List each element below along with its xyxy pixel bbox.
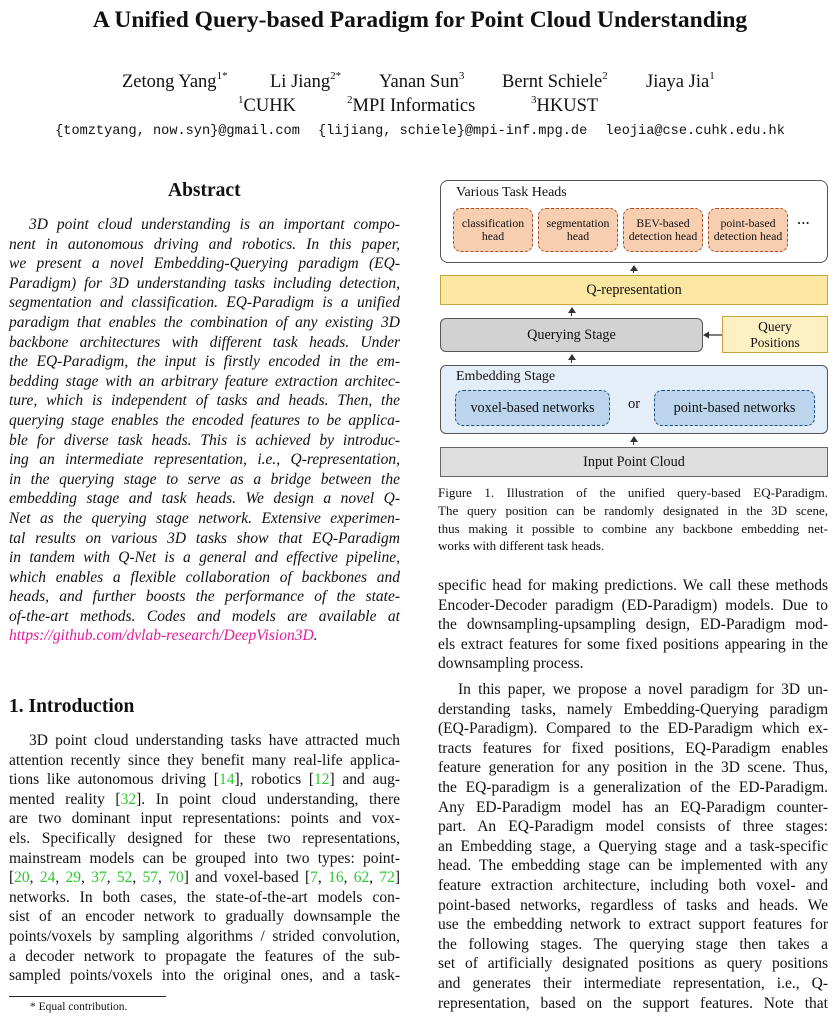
abstract-line: the EQ-Paradigm, the input is firstly encoded in the em-	[9, 353, 400, 371]
intro-line: [20, 24, 29, 37, 52, 57, 70] and voxel-based [7, 16, 62, 72]	[9, 869, 401, 887]
intro-line: sist of an encoder network to gradually downsample the	[9, 908, 400, 926]
arrow-icon	[571, 308, 572, 316]
text-line: tracts features for fixed positions, EQ-Paradigm enables	[438, 739, 828, 757]
author: Yanan Sun$^3$	[379, 70, 465, 92]
author: Bernt Schiele$^2$	[502, 70, 608, 92]
abstract-line: Paradigm) for 3D understanding tasks including detection,	[9, 274, 400, 292]
paper-title: A Unified Query-based Paradigm for Point Cloud Understanding	[92, 7, 748, 33]
querying-stage-box: Querying Stage	[440, 318, 703, 352]
text-line: (EQ-Paradigm). Compared to the ED-Paradigm which ex-	[438, 720, 828, 738]
caption-line: works with different task heads.	[438, 538, 605, 554]
text-line: an Embedding stage, a Querying stage and a task-specific	[438, 837, 828, 855]
input-point-cloud-box: Input Point Cloud	[440, 447, 828, 477]
code-link[interactable]: https://github.com/dvlab-research/DeepVision3D	[9, 627, 314, 645]
intro-line: are two dominant input representations: points and vox-	[9, 810, 400, 828]
arrow-left-icon	[703, 329, 723, 341]
segmentation-head: segmentation head	[538, 208, 618, 252]
author: Zetong Yang$^{1*}$	[122, 70, 228, 92]
text-line: feature extraction architecture, including both voxel- and	[438, 876, 828, 894]
author: Li Jiang$^{2*}$	[270, 70, 342, 92]
text-line: specific head for making predictions. We call these methods	[438, 577, 828, 594]
figure-caption	[438, 484, 828, 555]
abstract-line: nent in autonomous driving and robotics. In this paper,	[9, 235, 400, 253]
abstract-line: backbone architectures with different task heads. Under	[9, 333, 400, 351]
text-line: Any ED-Paradigm model has an EQ-Paradigm counter-	[438, 798, 828, 816]
abstract-heading: Abstract	[168, 180, 241, 201]
text-line: derstanding tasks, namely Embedding-Querying paradigm	[438, 700, 828, 718]
abstract-line: heads, and further boosts the performance of the state-	[9, 588, 400, 606]
intro-line: sampled points/voxels into the original ones, and a task-	[9, 967, 400, 985]
text-line: the EQ-paradigm is a generalization of the ED-Paradigm.	[438, 778, 828, 796]
text-line: part. An EQ-Paradigm model consists of three stages:	[438, 818, 828, 836]
or-label: or	[628, 396, 641, 412]
intro-line: els. Specifically designed for these two representations,	[9, 829, 400, 847]
text-line: and generates their intermediate representation, i.e., Q-	[438, 974, 828, 992]
affiliation: $^3$HKUST	[531, 94, 599, 116]
text-line: the following stages. The querying stage then takes a	[438, 935, 828, 953]
classification-head: classification head	[453, 208, 533, 252]
abstract-line: of-the-art methods. Codes and models are available at	[9, 607, 400, 625]
abstract-line: querying stage enables the encoded features to be applica-	[9, 411, 400, 429]
abstract-line: https://github.com/dvlab-research/DeepVision3D.	[9, 627, 318, 645]
email: leojia@cse.cuhk.edu.hk	[605, 124, 785, 139]
right-paragraph-1	[438, 576, 828, 674]
intro-body	[9, 731, 400, 986]
text-line: the downsampling-upsampling design, ED-Paradigm mod-	[438, 616, 828, 634]
task-heads-title: Various Task Heads	[456, 185, 567, 200]
point-networks-box: point-based networks	[654, 390, 815, 426]
section-heading-introduction: 1. Introduction	[9, 696, 135, 717]
intro-line: mented reality [32]. In point cloud understanding, there	[9, 790, 400, 808]
footnote: * Equal contribution.	[30, 1001, 128, 1013]
text-line: feature generation for any position in the 3D scene. Thus,	[438, 759, 828, 777]
text-line: point-based networks, regardless of tasks and heads. We	[438, 896, 828, 914]
intro-line: 3D point cloud understanding tasks have attracted much	[29, 732, 400, 749]
text-line: head. The embedding stage can be implemented with any	[438, 857, 828, 875]
abstract-line: segmentation and classification. EQ-Paradigm is a unified	[9, 294, 400, 312]
email: {tomztyang, now.syn}@gmail.com	[55, 124, 300, 139]
text-line: In this paper, we propose a novel paradigm for 3D un-	[458, 681, 828, 698]
intro-line: mainstream models can be grouped into two types: point-	[9, 849, 400, 867]
intro-line: attention recently since they benefit many real-life applica-	[9, 751, 400, 769]
arrow-icon	[633, 437, 634, 445]
text-line: els extract features for some fixed positions appearing in the	[438, 635, 828, 653]
text-line: Encoder-Decoder paradigm (ED-Paradigm) models. Due to	[438, 596, 828, 614]
footnote-rule	[9, 996, 166, 997]
text-line: set of artificially designated positions as query positions	[438, 955, 828, 973]
text-line: downsampling process.	[438, 655, 584, 673]
abstract-line: in tandem with Q-Net is a general and effective pipeline,	[9, 549, 400, 567]
abstract-line: paradigm that enables the combination of any existing 3D	[9, 313, 400, 331]
abstract-line: we present a novel Embedding-Querying paradigm (EQ-	[9, 255, 400, 273]
intro-line: tions like autonomous driving [14], robotics [12] and aug-	[9, 771, 400, 789]
task-heads-box	[440, 180, 828, 263]
q-representation-box: Q-representation	[440, 275, 828, 305]
abstract-line: in the querying stage to serve as a bridge between the	[9, 470, 400, 488]
abstract-line: Net as the querying stage network. Extensive experimen-	[9, 509, 400, 527]
abstract-line: tal results on various 3D tasks show that EQ-Paradigm	[9, 529, 400, 547]
abstract-line: ing an intermediate representation, i.e., Q-representation,	[9, 451, 400, 469]
caption-line: thus making it possible to combine any backbone embedding net-	[438, 520, 828, 536]
intro-line: points/voxels by sampling algorithms / strided convolution,	[9, 927, 400, 945]
voxel-networks-box: voxel-based networks	[455, 390, 610, 426]
abstract-line: 3D point cloud understanding is an important compo-	[29, 216, 400, 233]
arrow-icon	[571, 355, 572, 363]
point-detection-head: point-based detection head	[708, 208, 788, 252]
query-positions-label: Query Positions	[750, 319, 800, 350]
abstract-line: ble for diverse task heads. This is achieved by introduc-	[9, 431, 400, 449]
text-line: use the embedding network to extract support features for	[438, 916, 828, 934]
bev-detection-head: BEV-based detection head	[623, 208, 703, 252]
abstract-line: embedding stage and task heads. We design a novel Q-	[9, 490, 400, 508]
embedding-stage-title: Embedding Stage	[456, 369, 556, 384]
email: {lijiang, schiele}@mpi-inf.mpg.de	[318, 124, 588, 139]
caption-line: Figure 1. Illustration of the unified query-based EQ-Paradigm.	[438, 485, 828, 500]
author-emails	[0, 124, 840, 139]
embedding-stage-box	[440, 365, 828, 434]
intro-line: a decoder network to propagate the features of the sub-	[9, 947, 400, 965]
query-positions-box	[722, 316, 828, 353]
right-paragraph-2	[438, 680, 828, 1013]
abstract-body	[9, 215, 400, 646]
author: Jiaya Jia$^1$	[646, 70, 715, 92]
affiliation: $^2$MPI Informatics	[347, 94, 476, 116]
arrow-icon	[633, 266, 634, 273]
text-line: representation, based on the support features. Note that	[438, 994, 828, 1012]
caption-line: The query position can be randomly designated in the 3D scene,	[438, 502, 828, 518]
abstract-line: which enables a flexible collaboration of backbones and	[9, 568, 400, 586]
abstract-line: ture, which is independent of tasks and heads. Then, the	[9, 392, 400, 410]
affiliation: $^1$CUHK	[238, 94, 296, 116]
ellipsis: ...	[797, 209, 810, 228]
abstract-line: bedding stage with an arbitrary feature extraction architec-	[9, 372, 400, 390]
intro-line: networks. In both cases, the state-of-the-art models con-	[9, 888, 400, 906]
